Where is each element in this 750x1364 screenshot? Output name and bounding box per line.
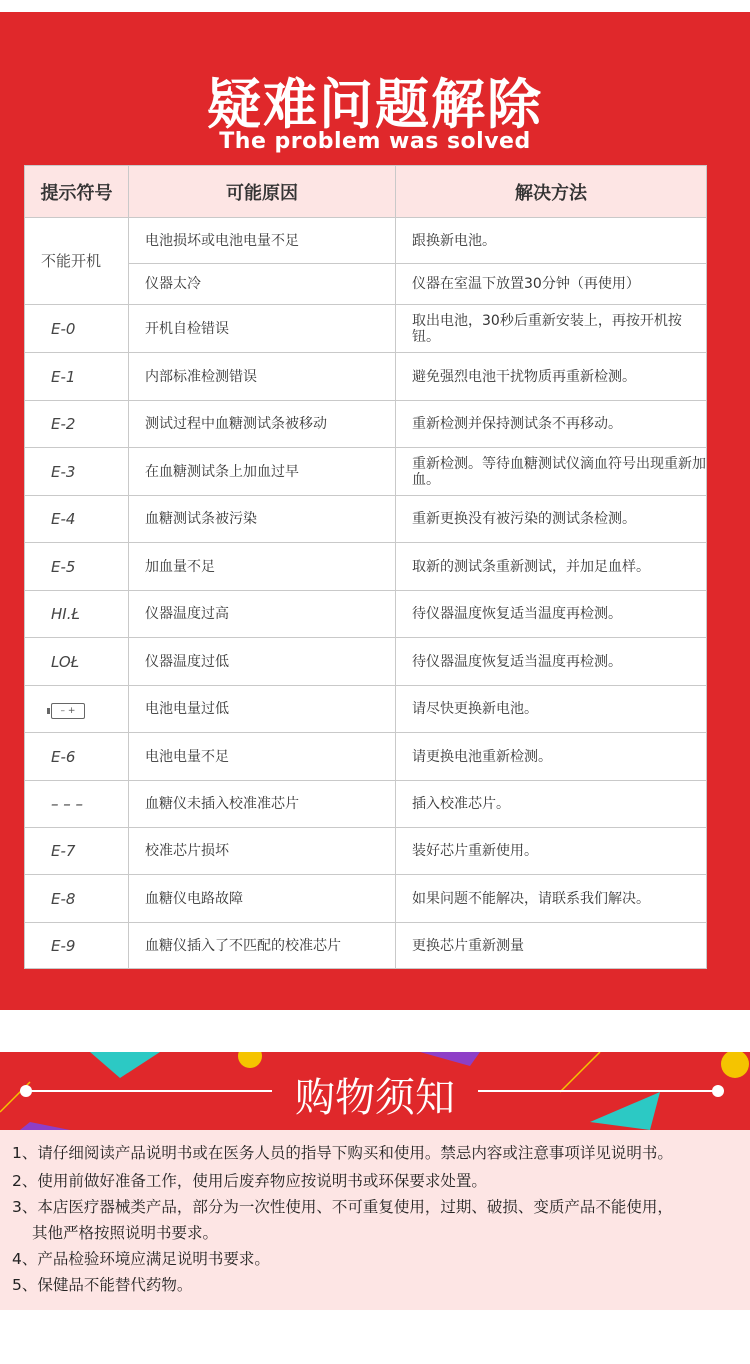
solution-cell: 避免强烈电池干扰物质再重新检测。 bbox=[396, 353, 707, 401]
page-title: 疑难问题解除 bbox=[207, 73, 543, 136]
table-row bbox=[25, 448, 707, 496]
code-cell: 不能开机 bbox=[25, 218, 129, 305]
cause-cell: 电池电量不足 bbox=[129, 733, 396, 781]
code-cell: E-4 bbox=[25, 496, 129, 543]
banner-title: 购物须知 bbox=[295, 1075, 455, 1121]
code-cell: E-8 bbox=[25, 875, 129, 923]
solution-cell: 仪器在室温下放置30分钟（再使用） bbox=[396, 264, 707, 305]
solution-cell: 重新检测并保持测试条不再移动。 bbox=[396, 401, 707, 448]
cause-cell: 在血糖测试条上加血过早 bbox=[129, 448, 396, 496]
cause-cell: 血糖仪插入了不匹配的校准芯片 bbox=[129, 923, 396, 969]
solution-cell: 重新检测。等待血糖测试仪滴血符号出现重新加血。 bbox=[396, 448, 707, 496]
shopping-notice-banner bbox=[0, 1052, 750, 1130]
cause-cell: 内部标准检测错误 bbox=[129, 353, 396, 401]
cause-cell: 仪器太冷 bbox=[129, 264, 396, 305]
table-row bbox=[25, 638, 707, 686]
code-cell: E-7 bbox=[25, 828, 129, 875]
solution-cell: 待仪器温度恢复适当温度再检测。 bbox=[396, 591, 707, 638]
cause-cell: 电池损坏或电池电量不足 bbox=[129, 218, 396, 264]
table-row bbox=[25, 353, 707, 401]
table-row bbox=[25, 591, 707, 638]
cause-cell: 仪器温度过高 bbox=[129, 591, 396, 638]
table-row bbox=[25, 543, 707, 591]
code-cell: E-5 bbox=[25, 543, 129, 591]
solution-cell: 跟换新电池。 bbox=[396, 218, 707, 264]
solution-cell: 如果问题不能解决，请联系我们解决。 bbox=[396, 875, 707, 923]
battery-low-icon: – + bbox=[51, 703, 85, 719]
header-solution: 解决方法 bbox=[396, 166, 707, 218]
cause-cell: 开机自检错误 bbox=[129, 305, 396, 353]
code-cell: LOŁ bbox=[25, 638, 129, 686]
list-item: 其他严格按照说明书要求。 bbox=[32, 1224, 219, 1242]
code-cell bbox=[25, 686, 129, 733]
list-item: 4、产品检验环境应满足说明书要求。 bbox=[12, 1250, 270, 1268]
troubleshooting-table bbox=[24, 165, 707, 969]
table-row bbox=[25, 781, 707, 828]
table-header-row bbox=[25, 166, 707, 218]
list-item: 1、请仔细阅读产品说明书或在医务人员的指导下购买和使用。禁忌内容或注意事项详见说明书。 bbox=[12, 1144, 673, 1162]
cause-cell: 校准芯片损坏 bbox=[129, 828, 396, 875]
table-row bbox=[25, 828, 707, 875]
solution-cell: 待仪器温度恢复适当温度再检测。 bbox=[396, 638, 707, 686]
cause-cell: 电池电量过低 bbox=[129, 686, 396, 733]
code-cell: – – – bbox=[25, 781, 129, 828]
cause-cell: 仪器温度过低 bbox=[129, 638, 396, 686]
table-row bbox=[25, 401, 707, 448]
code-cell: E-2 bbox=[25, 401, 129, 448]
page-subtitle: The problem was solved bbox=[219, 129, 531, 154]
notice-list bbox=[0, 1130, 750, 1310]
table-row bbox=[25, 218, 707, 264]
table-row bbox=[25, 496, 707, 543]
cause-cell: 加血量不足 bbox=[129, 543, 396, 591]
header-cause: 可能原因 bbox=[129, 166, 396, 218]
table-row bbox=[25, 875, 707, 923]
header-code: 提示符号 bbox=[25, 166, 129, 218]
solution-cell: 更换芯片重新测量 bbox=[396, 923, 707, 969]
list-item: 5、保健品不能替代药物。 bbox=[12, 1276, 193, 1294]
cause-cell: 血糖仪未插入校准准芯片 bbox=[129, 781, 396, 828]
solution-cell: 取出电池，30秒后重新安装上，再按开机按钮。 bbox=[396, 305, 707, 353]
cause-cell: 血糖仪电路故障 bbox=[129, 875, 396, 923]
solution-cell: 重新更换没有被污染的测试条检测。 bbox=[396, 496, 707, 543]
solution-cell: 请更换电池重新检测。 bbox=[396, 733, 707, 781]
solution-cell: 插入校准芯片。 bbox=[396, 781, 707, 828]
cause-cell: 测试过程中血糖测试条被移动 bbox=[129, 401, 396, 448]
code-cell: E-9 bbox=[25, 923, 129, 969]
list-item: 3、本店医疗器械类产品，部分为一次性使用、不可重复使用，过期、破损、变质产品不能使用， bbox=[12, 1198, 673, 1216]
code-cell: E-6 bbox=[25, 733, 129, 781]
cause-cell: 血糖测试条被污染 bbox=[129, 496, 396, 543]
code-cell: E-1 bbox=[25, 353, 129, 401]
right-divider bbox=[478, 1090, 718, 1092]
list-item: 2、使用前做好准备工作，使用后废弃物应按说明书或环保要求处置。 bbox=[12, 1172, 487, 1190]
code-cell: E-3 bbox=[25, 448, 129, 496]
table-row bbox=[25, 733, 707, 781]
solution-cell: 取新的测试条重新测试，并加足血样。 bbox=[396, 543, 707, 591]
solution-cell: 装好芯片重新使用。 bbox=[396, 828, 707, 875]
code-cell: HI.Ł bbox=[25, 591, 129, 638]
table-row bbox=[25, 686, 707, 733]
table-row bbox=[25, 923, 707, 969]
solution-cell: 请尽快更换新电池。 bbox=[396, 686, 707, 733]
right-dot bbox=[712, 1085, 724, 1097]
code-cell: E-0 bbox=[25, 305, 129, 353]
table-row bbox=[25, 305, 707, 353]
